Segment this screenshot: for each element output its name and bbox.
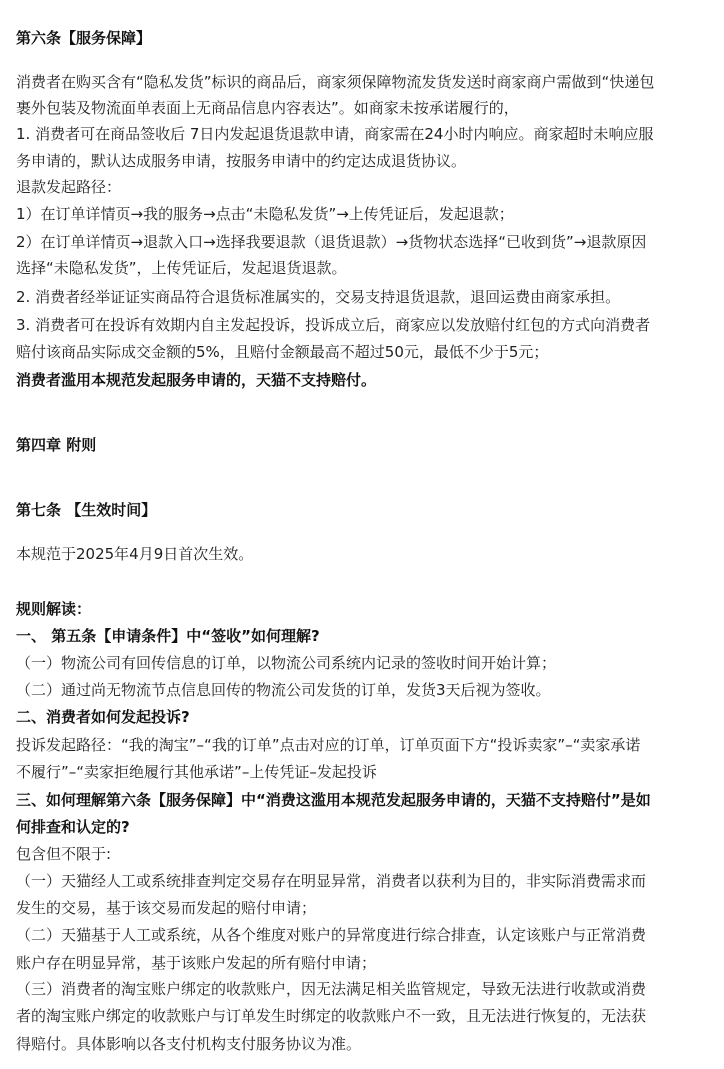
answer-2: 投诉发起路径：“我的淘宝”–“我的订单”点击对应的订单，订单页面下方“投诉卖家”–“卖家承诺 [16, 736, 641, 754]
article7-heading: 第七条 【生效时间】 [16, 501, 157, 519]
answer-3-intro: 包含但不限于: [16, 845, 112, 863]
article6-item-1: 1. 消费者可在商品签收后 7日内发起退货退款申请，商家需在24小时内响应。商家超时未响应服 [16, 125, 654, 143]
article6-item-1: 务申请的，默认达成服务申请，按服务申请中的约定达成退货协议。 [16, 152, 467, 170]
refund-path-1: 1）在订单详情页→我的服务→点击“未隐私发货”→上传凭证后，发起退款； [16, 205, 514, 223]
article6-paragraph: 裹外包装及物流面单表面上无商品信息内容表达”。如商家未按承诺履行的， [16, 99, 519, 117]
effective-date-text: 本规范于2025年4月9日首次生效。 [16, 545, 254, 563]
refund-path-label: 退款发起路径： [16, 178, 122, 196]
chapter4-heading: 第四章 附则 [16, 436, 97, 454]
answer-3-b: （二）天猫基于人工或系统，从各个维度对账户的异常度进行综合排查，认定该账户与正常消费 [16, 926, 647, 944]
article6-item-3: 3. 消费者可在投诉有效期内自主发起投诉，投诉成立后，商家应以发放赔付红包的方式向消费者 [16, 316, 651, 334]
answer-3-c: 得赔付。具体影响以各支付机构支付服务协议为准。 [16, 1035, 362, 1053]
question-1: 一、 第五条【申请条件】中“签收”如何理解? [16, 627, 320, 645]
refund-path-2: 2）在订单详情页→退款入口→选择我要退款（退货退款）→货物状态选择“已收到货”→退款原因 [16, 233, 647, 251]
interpretation-heading: 规则解读： [16, 600, 92, 618]
question-3: 三、如何理解第六条【服务保障】中“消费这滥用本规范发起服务申请的，天猫不支持赔付”是如 [16, 791, 651, 809]
answer-3-a: （一）天猫经人工或系统排查判定交易存在明显异常，消费者以获利为目的，非实际消费需求而 [16, 872, 647, 890]
answer-2: 不履行”–“卖家拒绝履行其他承诺”–上传凭证–发起投诉 [16, 763, 377, 781]
question-2: 二、消费者如何发起投诉? [16, 708, 190, 726]
answer-3-c: （三）消费者的淘宝账户绑定的收款账户，因无法满足相关监管规定，导致无法进行收款或消费 [16, 980, 647, 998]
answer-1-a: （一）物流公司有回传信息的订单，以物流公司系统内记录的签收时间开始计算； [16, 654, 557, 672]
article6-item-3: 赔付该商品实际成交金额的5%，且赔付金额最高不超过50元，最低不少于5元； [16, 343, 549, 361]
article6-heading: 第六条【服务保障】 [16, 29, 152, 47]
answer-1-b: （二）通过尚无物流节点信息回传的物流公司发货的订单，发货3天后视为签收。 [16, 681, 551, 699]
article6-paragraph: 消费者在购买含有“隐私发货”标识的商品后，商家须保障物流发货发送时商家商户需做到“快递包 [16, 73, 655, 91]
answer-3-a: 发生的交易，基于该交易而发起的赔付申请； [16, 899, 317, 917]
article6-notice: 消费者滥用本规范发起服务申请的，天猫不支持赔付。 [16, 371, 377, 389]
question-3: 何排查和认定的? [16, 818, 130, 836]
article6-item-2: 2. 消费者经举证证实商品符合退货标准属实的，交易支持退货退款，退回运费由商家承担。 [16, 288, 621, 306]
refund-path-2: 选择“未隐私发货”，上传凭证后，发起退货退款。 [16, 259, 347, 277]
answer-3-c: 者的淘宝账户绑定的收款账户与订单发生时绑定的收款账户不一致，且无法进行恢复的，无法获 [16, 1007, 647, 1025]
answer-3-b: 账户存在明显异常，基于该账户发起的所有赔付申请； [16, 954, 377, 972]
